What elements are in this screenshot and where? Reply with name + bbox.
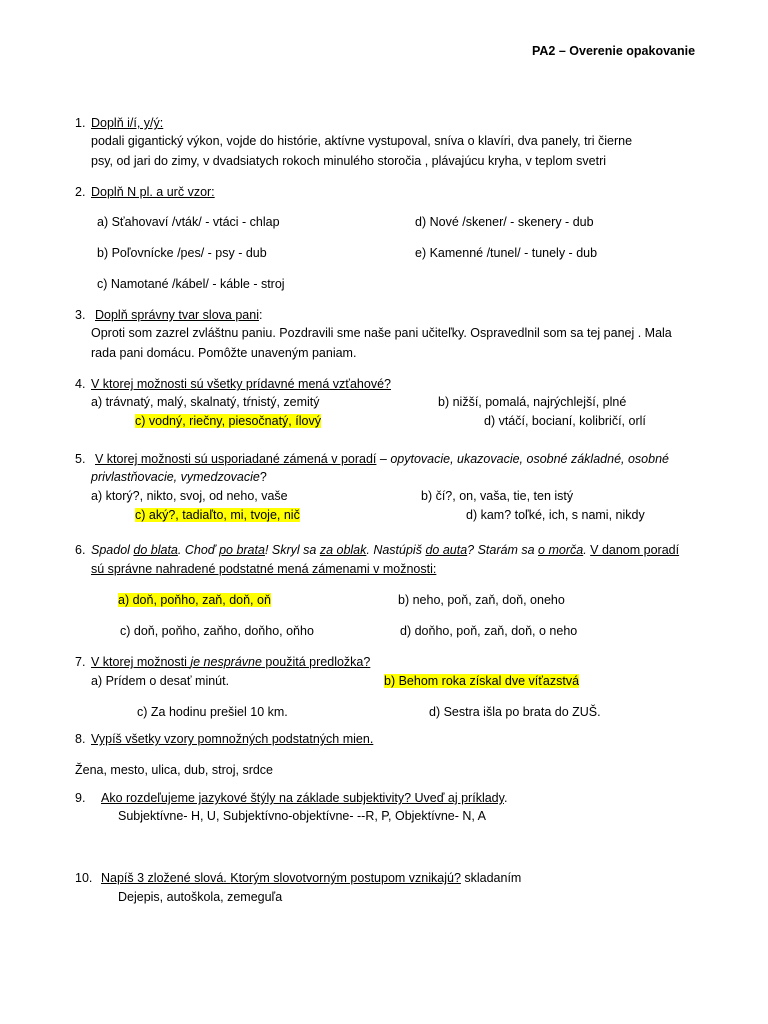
q5-line2-italic: privlastňovacie, vymedzovacie	[91, 470, 260, 484]
q5-option-b: b) čí?, on, vaša, tie, ten istý	[421, 489, 574, 503]
q1-line1-text: podali gigantický výkon, vojde do histórie, aktívne vystupoval, sníva o klavíri, dva panely, tri čierne	[91, 134, 633, 148]
q6-text-4: . Nastúpiš	[366, 543, 426, 557]
q6-line2: sú správne nahradené podstatné mená zámenami v možnosti:	[91, 562, 437, 576]
q7-option-d: d) Sestra išla po brata do ZUŠ.	[429, 705, 601, 719]
q2-option-e: e) Kamenné /tunel/ - tunely - dub	[415, 246, 598, 260]
q3-line1: Oproti som zazrel zvláštnu paniu. Pozdravili sme naše pani učiteľky. Ospravedlnil som sa tej panej . Mala	[91, 326, 672, 340]
q4-option-c	[135, 413, 321, 429]
q7-option-b	[384, 673, 579, 689]
q4-option-d: d) vtáčí, bocianí, kolibričí, orlí	[484, 414, 646, 428]
q6-text-5: ? Starám sa	[467, 543, 539, 557]
q10-title-row	[101, 870, 521, 886]
q7-title	[91, 654, 370, 670]
q6-option-b: b) neho, poň, zaň, doň, oneho	[398, 593, 565, 607]
q6-number: 6.	[75, 543, 86, 557]
q6-underlined-1: do blata	[133, 543, 178, 557]
q5-line2-end: ?	[259, 470, 267, 484]
q4-option-b: b) nižší, pomalá, najrýchlejší, plné	[438, 395, 627, 409]
q2-option-c: c) Namotané /kábel/ - káble - stroj	[97, 277, 285, 291]
q8-number: 8.	[75, 732, 86, 746]
q6-underlined-6: V danom poradí	[590, 543, 680, 557]
q7-option-b-highlight: b) Behom roka získal dve víťazstvá	[384, 674, 580, 688]
q10-number: 10.	[75, 871, 93, 885]
q3-title-suffix: :	[258, 308, 263, 322]
q6-underlined-5: o morča	[538, 543, 584, 557]
q5-italic-part: opytovacie, ukazovacie, osobné základné, osobné	[390, 452, 669, 466]
q6-option-c: c) doň, poňho, zaňho, doňho, oňho	[120, 624, 314, 638]
q10-title-3: skladaním	[460, 871, 522, 885]
q7-title-2: je nesprávne	[190, 655, 262, 669]
q10-title-2: Ktorým slovotvorným postupom vznikajú?	[230, 871, 461, 885]
q9-title-end: .	[503, 791, 508, 805]
q6-underlined-4: do auta	[425, 543, 468, 557]
q3-title-row	[95, 307, 262, 323]
q5-title-row	[95, 451, 669, 467]
q5-title: V ktorej možnosti sú usporiadané zámená v poradí	[95, 452, 377, 466]
q2-title: Doplň N pl. a urč vzor:	[91, 185, 215, 199]
q2-option-d: d) Nové /skener/ - skenery - dub	[415, 215, 594, 229]
q2-option-a: a) Sťahovaví /vták/ - vtáci - chlap	[97, 215, 280, 229]
q9-number: 9.	[75, 791, 86, 805]
q2-option-b: b) Poľovnícke /pes/ - psy - dub	[97, 246, 267, 260]
q9-title-row	[101, 790, 507, 806]
q1-line2: psy, od jari do zimy, v dvadsiatych rokoch minulého storočia , plávajúcu kryha, v teplom svetri	[91, 154, 607, 168]
q10-title-1: Napíš 3 zložené slová.	[101, 871, 231, 885]
q5-dash: –	[376, 452, 391, 466]
q6-line1	[91, 542, 679, 558]
q6-option-a	[118, 592, 271, 608]
q6-underlined-3: za oblak	[319, 543, 367, 557]
q7-option-c: c) Za hodinu prešiel 10 km.	[137, 705, 288, 719]
q7-title-1: V ktorej možnosti	[91, 655, 191, 669]
q6-underlined-2: po brata	[219, 543, 265, 557]
q3-line2: rada pani domácu. Pomôžte unaveným paniam.	[91, 346, 357, 360]
q2-number: 2.	[75, 185, 86, 199]
q5-option-d: d) kam? toľké, ich, s nami, nikdy	[466, 508, 645, 522]
q6-text-6: .	[583, 543, 591, 557]
q7-title-3: použitá predložka?	[261, 655, 371, 669]
q8-answer: Žena, mesto, ulica, dub, stroj, srdce	[75, 763, 274, 777]
q3-title: Doplň správny tvar slova pani	[95, 308, 259, 322]
q4-number: 4.	[75, 377, 86, 391]
q1-line1	[91, 133, 695, 149]
q7-option-a: a) Prídem o desať minút.	[91, 674, 230, 688]
q7-number: 7.	[75, 655, 86, 669]
q8-title: Vypíš všetky vzory pomnožných podstatných mien.	[91, 732, 374, 746]
q6-text-2: . Choď	[177, 543, 220, 557]
q4-title: V ktorej možnosti sú všetky prídavné mená vzťahové?	[91, 377, 391, 391]
q6-option-d: d) doňho, poň, zaň, doň, o neho	[400, 624, 578, 638]
q6-text-3: ! Skryl sa	[264, 543, 320, 557]
q9-title: Ako rozdeľujeme jazykové štýly na základe subjektivity? Uveď aj príklady	[101, 791, 504, 805]
q9-answer: Subjektívne- H, U, Subjektívno-objektívne- --R, P, Objektívne- N, A	[118, 809, 486, 823]
q10-answer: Dejepis, autoškola, zemeguľa	[118, 890, 283, 904]
q5-option-a: a) ktorý?, nikto, svoj, od neho, vaše	[91, 489, 288, 503]
q1-number: 1.	[75, 116, 86, 130]
q4-option-c-highlight: c) vodný, riečny, piesočnatý, ílový	[135, 414, 321, 428]
q1-title: Doplň i/í, y/ý:	[91, 116, 164, 130]
q5-option-c	[135, 507, 300, 523]
q5-option-c-highlight: c) aký?, tadiaľto, mi, tvoje, nič	[135, 508, 300, 522]
q6-text-1: Spadol	[91, 543, 134, 557]
q3-number: 3.	[75, 308, 86, 322]
q4-option-a: a) trávnatý, malý, skalnatý, tŕnistý, zemitý	[91, 395, 320, 409]
q6-option-a-highlight: a) doň, poňho, zaň, doň, oň	[118, 593, 271, 607]
document-header: PA2 – Overenie opakovanie	[532, 44, 696, 58]
q5-line2	[91, 469, 267, 485]
q5-number: 5.	[75, 452, 86, 466]
